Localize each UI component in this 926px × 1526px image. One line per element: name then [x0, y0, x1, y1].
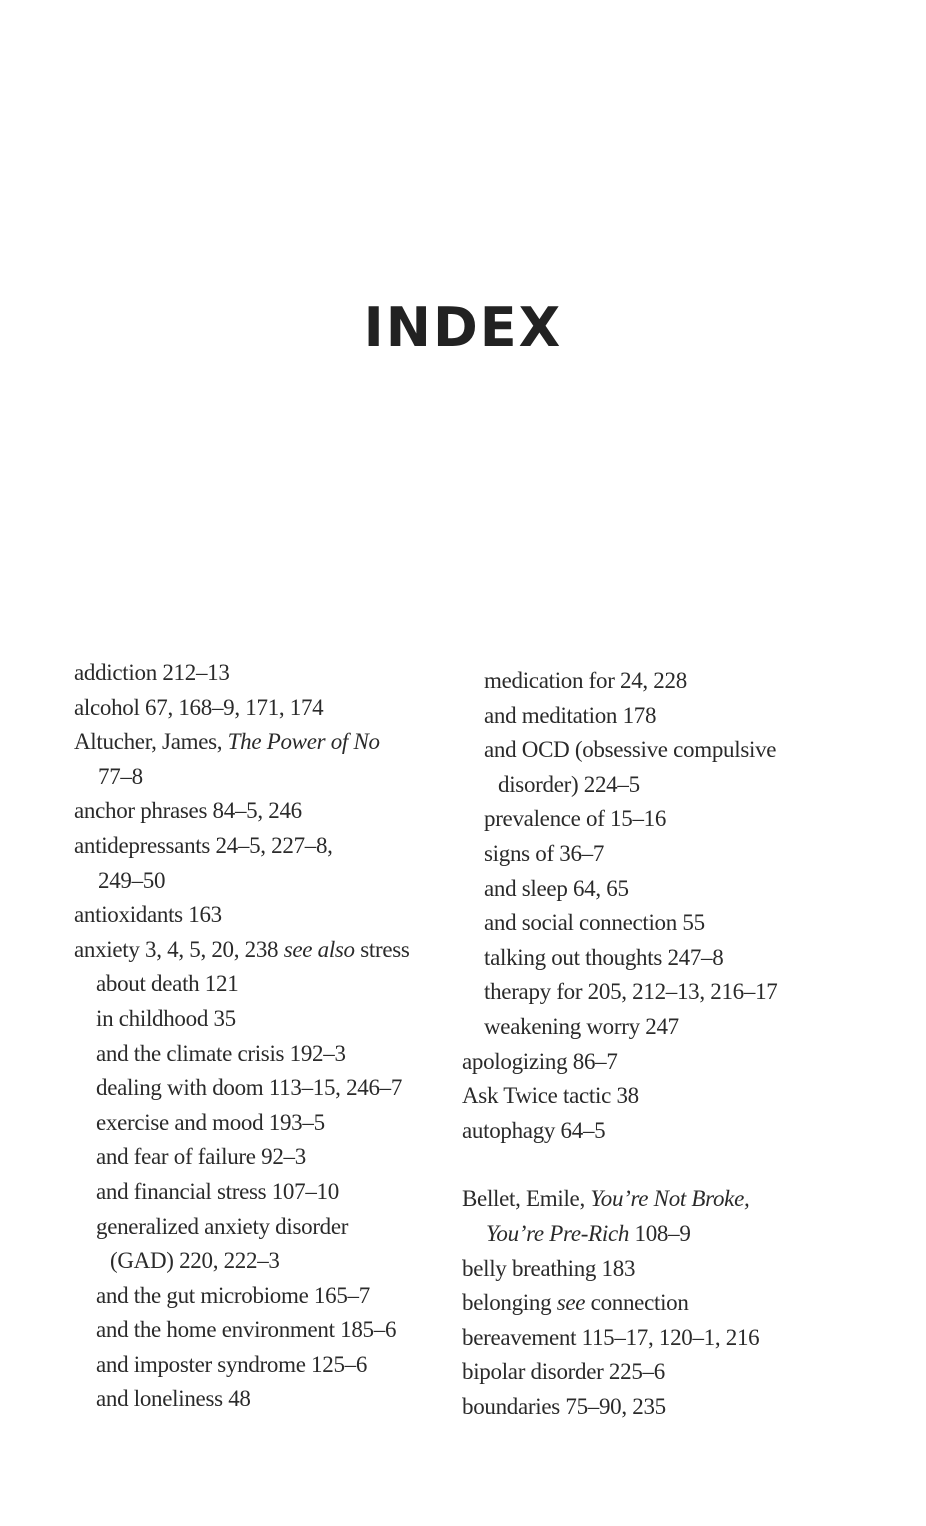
index-subentry: in childhood 35: [96, 1005, 236, 1031]
index-subentry: and imposter syndrome 125–6: [96, 1351, 368, 1377]
index-subentry: and fear of failure 92–3: [96, 1144, 306, 1170]
index-subentry: and financial stress 107–10: [96, 1178, 339, 1204]
index-entry-continuation: 77–8: [98, 763, 143, 789]
index-entry: bereavement 115–17, 120–1, 216: [462, 1324, 760, 1350]
index-entry: [462, 1182, 852, 1217]
index-entry: boundaries 75–90, 235: [462, 1393, 666, 1419]
entry-italic-text: see also: [283, 936, 355, 962]
index-entry-continuation: (GAD) 220, 222–3: [110, 1248, 280, 1274]
index-entry: [462, 1286, 852, 1321]
index-subentry: and OCD (obsessive compulsive: [484, 737, 777, 763]
index-subentry: and social connection 55: [484, 910, 705, 936]
entry-italic-text: You’re Not Broke,: [590, 1186, 750, 1212]
entry-text: connection: [585, 1290, 689, 1316]
index-entry: belly breathing 183: [462, 1255, 636, 1281]
index-subentry: and the home environment 185–6: [96, 1317, 397, 1343]
index-entry: alcohol 67, 168–9, 171, 174: [74, 694, 324, 720]
index-entry: antidepressants 24–5, 227–8,: [74, 832, 333, 858]
index-subentry: medication for 24, 228: [484, 668, 687, 693]
index-subentry: and the gut microbiome 165–7: [96, 1282, 370, 1308]
index-entry-continuation: [462, 1217, 852, 1252]
index-subentry: about death 121: [96, 971, 239, 997]
index-entry: apologizing 86–7: [462, 1048, 618, 1074]
index-subentry: and meditation 178: [484, 702, 657, 728]
entry-italic-text: The Power of No: [227, 729, 380, 755]
entry-text: 108–9: [629, 1220, 691, 1246]
index-subentry: generalized anxiety disorder: [96, 1213, 349, 1239]
index-column-right: [462, 664, 852, 1424]
index-subentry: prevalence of 15–16: [484, 806, 667, 832]
index-subentry: talking out thoughts 247–8: [484, 944, 724, 970]
entry-text: belonging: [462, 1290, 557, 1316]
entry-text: stress: [354, 936, 410, 962]
page-title: INDEX: [363, 296, 563, 359]
index-subentry: and loneliness 48: [96, 1386, 251, 1412]
index-subentry: dealing with doom 113–15, 246–7: [96, 1075, 403, 1101]
index-subentry: and sleep 64, 65: [484, 875, 629, 901]
index-subentry: exercise and mood 193–5: [96, 1109, 325, 1135]
entry-text: Bellet, Emile,: [462, 1186, 591, 1212]
index-subentry: therapy for 205, 212–13, 216–17: [484, 979, 778, 1005]
entry-text: anxiety 3, 4, 5, 20, 238: [74, 936, 284, 962]
index-entry: bipolar disorder 225–6: [462, 1359, 665, 1385]
index-entry-continuation: disorder) 224–5: [498, 771, 640, 797]
entry-italic-text: You’re Pre-Rich: [486, 1220, 630, 1246]
index-entry: [74, 725, 440, 760]
index-entry: [74, 933, 440, 968]
index-subentry: and the climate crisis 192–3: [96, 1040, 346, 1066]
index-entry: antioxidants 163: [74, 902, 222, 928]
index-subentry: signs of 36–7: [484, 840, 605, 866]
index-column-left: [74, 656, 440, 1417]
entry-text: Altucher, James,: [74, 729, 228, 755]
index-entry: Ask Twice tactic 38: [462, 1083, 639, 1109]
index-subentry: weakening worry 247: [484, 1013, 679, 1039]
index-entry: autophagy 64–5: [462, 1117, 606, 1143]
index-entry: addiction 212–13: [74, 660, 230, 685]
index-letter-gap: [462, 1148, 852, 1182]
index-entry-continuation: 249–50: [98, 867, 166, 893]
index-entry: anchor phrases 84–5, 246: [74, 798, 302, 824]
entry-italic-text: see: [556, 1290, 586, 1316]
